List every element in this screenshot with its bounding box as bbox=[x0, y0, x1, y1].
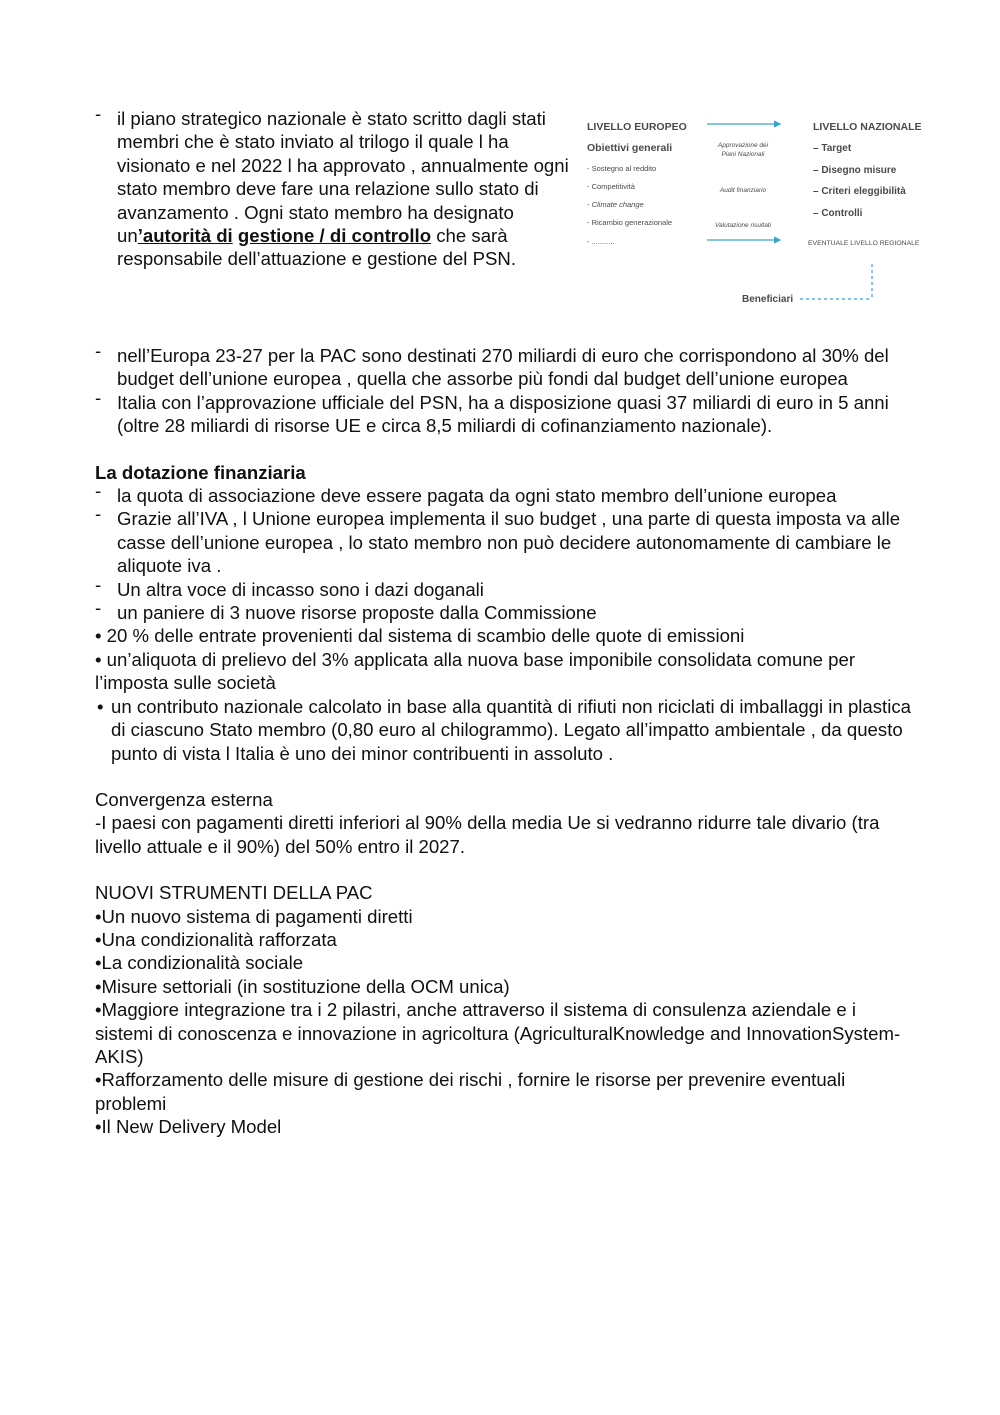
bullet-line: • 20 % delle entrate provenienti dal sistema di scambio delle quote di emissioni bbox=[95, 625, 745, 647]
strumenti-item: •Misure settoriali (in sostituzione della OCM unica) bbox=[95, 975, 510, 997]
eu-level-title: LIVELLO EUROPEO bbox=[587, 121, 687, 133]
national-item: – Controlli bbox=[813, 208, 863, 219]
eu-goal-item: - Competitività bbox=[587, 182, 635, 191]
eu-goals-title: Obiettivi generali bbox=[587, 142, 673, 154]
main-body bbox=[95, 340, 915, 1139]
list-dash: - bbox=[95, 103, 102, 124]
bullet-dot: • bbox=[97, 695, 104, 717]
authority-emphasis-2: gestione / di controllo bbox=[237, 225, 432, 247]
psn-text: il piano strategico nazionale è stato scritto dagli stati membri che è stato inviato al trilogo il quale l ha visionato e nel 2022 l ha approvato , annualmente ogni stato membro deve fare una relazione sullo stato di avanzamento . Ogni stato membro ha designato un bbox=[117, 108, 569, 247]
list-item bbox=[95, 386, 915, 438]
governance-diagram bbox=[580, 112, 930, 312]
list-item-text: Grazie all’IVA , l Unione europea implementa il suo budget , una parte di questa imposta va alle casse dell’unione europea , lo stato membro non può decidere autonomamente di cambiare le aliquote iva . bbox=[117, 508, 901, 577]
section-heading-convergenza: Convergenza esterna bbox=[95, 788, 273, 810]
strumenti-item: •La condizionalità sociale bbox=[95, 952, 304, 974]
list-dash: - bbox=[95, 573, 102, 595]
evaluation-label: Valutazione risultati bbox=[714, 222, 772, 229]
strumenti-item: •Una condizionalità rafforzata bbox=[95, 928, 337, 950]
strumenti-item: •Un nuovo sistema di pagamenti diretti bbox=[95, 905, 413, 927]
list-item-text: la quota di associazione deve essere pagata da ogni stato membro dell’unione europea bbox=[117, 485, 837, 507]
list-item bbox=[95, 597, 915, 624]
eu-goal-item: - Ricambio generazionale bbox=[587, 218, 673, 227]
bullet-item-text: un contributo nazionale calcolato in base alla quantità di rifiuti non riciclati di imballaggi in plastica di ciascuno Stato membro (0,80 euro al chilogrammo). Legato all’impatto ambientale , da questo punto di vista l Italia è uno dei minor contribuenti in assoluto . bbox=[111, 695, 911, 764]
beneficiaries-label: Beneficiari bbox=[742, 294, 794, 305]
list-item-text: Un altra voce di incasso sono i dazi doganali bbox=[117, 578, 484, 600]
list-item-text: Italia con l’approvazione ufficiale del PSN, ha a disposizione quasi 37 miliardi di euro in 5 anni (oltre 28 miliardi di risorse UE e circa 8,5 miliardi di cofinanziamento nazionale). bbox=[117, 391, 889, 437]
approval-label-2: Piani Nazionali bbox=[721, 151, 765, 158]
strumenti-item: •Il New Delivery Model bbox=[95, 1116, 282, 1138]
list-item bbox=[95, 340, 915, 391]
list-dash: - bbox=[95, 386, 102, 408]
national-item: – Disegno misure bbox=[813, 165, 897, 176]
audit-label: Audit finanziario bbox=[719, 187, 767, 194]
section-heading-strumenti: NUOVI STRUMENTI DELLA PAC bbox=[95, 882, 373, 904]
bullet-line: • un’aliquota di prelievo del 3% applicata alla nuova base imponibile consolidata comune per l’imposta sulle società bbox=[95, 648, 856, 694]
list-item bbox=[95, 480, 915, 507]
list-dash: - bbox=[95, 480, 102, 502]
list-dash: - bbox=[95, 503, 102, 525]
national-level-title: LIVELLO NAZIONALE bbox=[813, 121, 922, 133]
convergenza-text: -I paesi con pagamenti diretti inferiori al 90% della media Ue si vedranno ridurre tale divario (tra livello attuale e il 90%) del 50% entro il 2027. bbox=[95, 812, 880, 857]
bullet-item-indented bbox=[95, 695, 915, 765]
regional-level-label: EVENTUALE LIVELLO REGIONALE bbox=[808, 240, 920, 247]
list-item bbox=[95, 503, 915, 577]
eu-goal-item: - ........... bbox=[587, 237, 615, 246]
national-item: – Criteri eleggibilità bbox=[813, 186, 906, 197]
strumenti-item: •Rafforzamento delle misure di gestione dei rischi , fornire le risorse per prevenire eventuali problemi bbox=[95, 1069, 846, 1114]
strumenti-item: •Maggiore integrazione tra i 2 pilastri, anche attraverso il sistema di consulenza aziendale e i sistemi di conoscenza e innovazione in agricoltura (AgriculturalKnowledge and InnovationSystem-AKIS) bbox=[95, 999, 901, 1067]
eu-goal-item: - Climate change bbox=[587, 200, 644, 209]
psn-text-end: che sarà responsabile dell’attuazione e gestione del PSN. bbox=[117, 225, 516, 270]
eu-goal-item: - Sostegno al reddito bbox=[587, 164, 657, 173]
approval-label-1: Approvazione dei bbox=[717, 142, 769, 149]
national-item: – Target bbox=[813, 143, 852, 154]
list-dash: - bbox=[95, 340, 102, 361]
section-heading-dotazione: La dotazione finanziaria bbox=[95, 461, 306, 483]
psn-list-item bbox=[95, 103, 577, 271]
list-item-text: un paniere di 3 nuove risorse proposte dalla Commissione bbox=[117, 602, 597, 624]
list-dash: - bbox=[95, 597, 102, 619]
authority-emphasis-1: ’autorità di bbox=[137, 225, 233, 247]
list-item bbox=[95, 573, 915, 601]
list-item-text: nell’Europa 23-27 per la PAC sono destinati 270 miliardi di euro che corrispondono al 30% del budget dell’unione europea , quella che assorbe più fondi dal budget dell’unione europea bbox=[117, 345, 889, 390]
